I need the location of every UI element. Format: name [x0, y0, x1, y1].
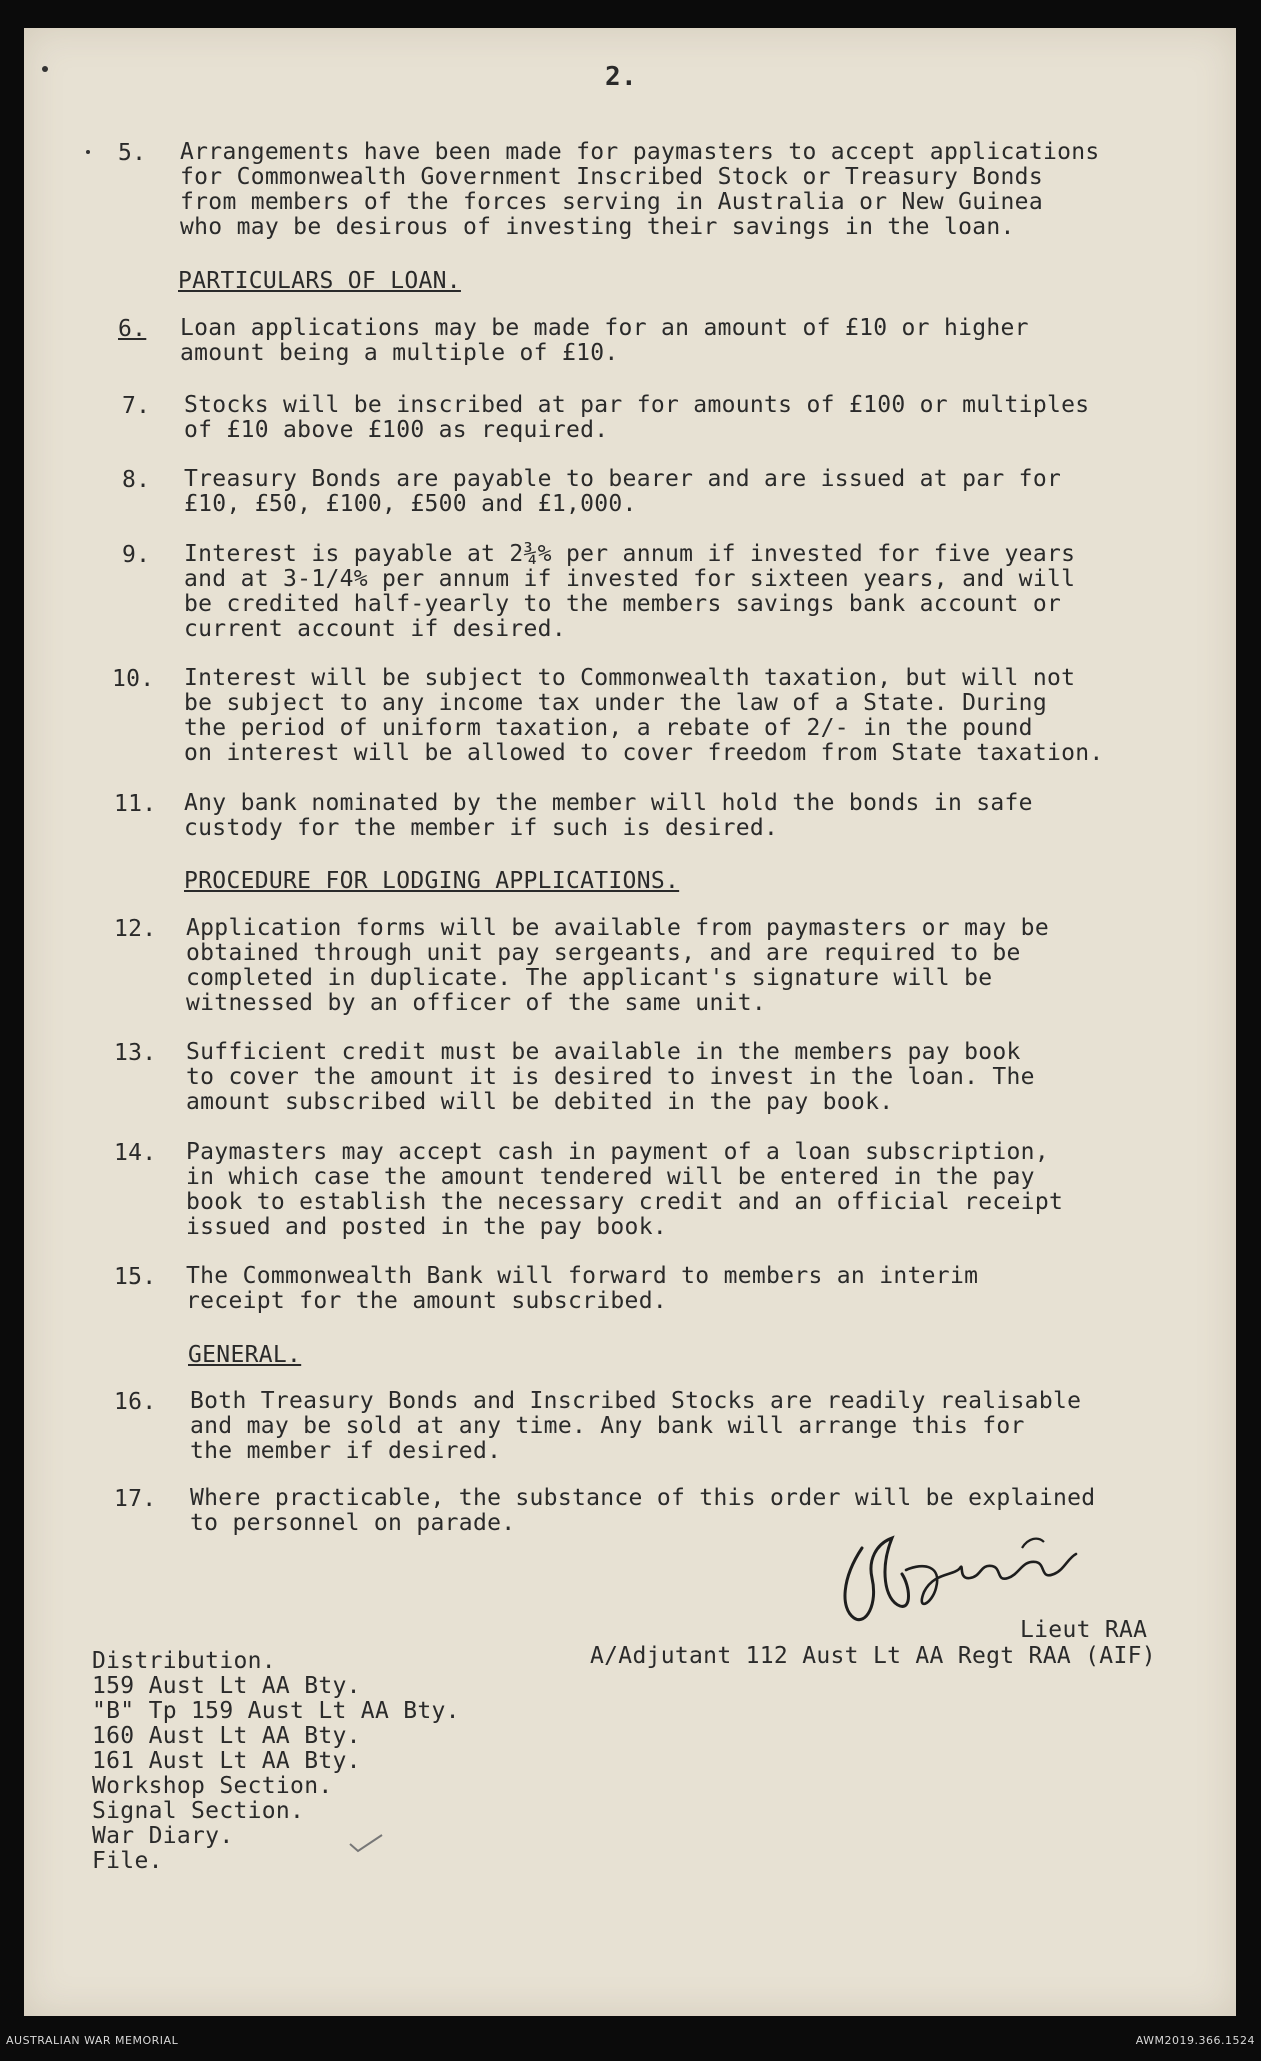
text-line: Interest is payable at 2¾% per annum if invested for five years [184, 541, 1076, 567]
archive-footer-left: AUSTRALIAN WAR MEMORIAL [6, 2034, 179, 2047]
text-line: Any bank nominated by the member will hold the bonds in safe [184, 790, 1033, 816]
list-item: 161 Aust Lt AA Bty. [92, 1748, 361, 1774]
list-item: "B" Tp 159 Aust Lt AA Bty. [92, 1698, 460, 1724]
ink-spot [42, 66, 48, 72]
paragraph-number: 13. [114, 1040, 157, 1066]
distribution-list [92, 1649, 460, 1874]
text-line: Application forms will be available from paymasters or may be [186, 915, 1049, 941]
text-line: be subject to any income tax under the law of a State. During [184, 690, 1047, 716]
text-line: Sufficient credit must be available in the members pay book [186, 1039, 1021, 1065]
paragraph-number: 8. [122, 467, 151, 493]
paragraph-number: 12. [114, 916, 157, 942]
text-line: Paymasters may accept cash in payment of a loan subscription, [186, 1139, 1049, 1165]
text-line: £10, £50, £100, £500 and £1,000. [184, 491, 637, 517]
text-line: who may be desirous of investing their savings in the loan. [180, 214, 1015, 240]
list-item: Workshop Section. [92, 1773, 333, 1799]
text-line: in which case the amount tendered will be entered in the pay [186, 1164, 1035, 1190]
signatory-rank: Lieut RAA [1020, 1617, 1148, 1643]
text-line: and at 3-1/4% per annum if invested for sixteen years, and will [184, 566, 1076, 592]
text-line: and may be sold at any time. Any bank will arrange this for [190, 1413, 1025, 1439]
text-line: Where practicable, the substance of this order will be explained [190, 1485, 1096, 1511]
text-line: amount being a multiple of £10. [180, 340, 619, 366]
text-line: Stocks will be inscribed at par for amounts of £100 or multiples [184, 392, 1090, 418]
list-item: File. [92, 1848, 163, 1874]
paragraph-number: 14. [114, 1140, 157, 1166]
paragraph-number: 17. [114, 1486, 157, 1512]
list-item: 160 Aust Lt AA Bty. [92, 1723, 361, 1749]
text-line: The Commonwealth Bank will forward to members an interim [186, 1263, 979, 1289]
section-heading-loan: PARTICULARS OF LOAN. [178, 268, 461, 294]
check-mark-icon [348, 1832, 384, 1854]
text-line: on interest will be allowed to cover freedom from State taxation. [184, 740, 1104, 766]
list-item: Signal Section. [92, 1798, 305, 1824]
text-line: be credited half-yearly to the members savings bank account or [184, 591, 1062, 617]
ink-spot [86, 150, 90, 154]
signatory-title: A/Adjutant 112 Aust Lt AA Regt RAA (AIF) [590, 1643, 1156, 1669]
text-line: completed in duplicate. The applicant's signature will be [186, 965, 993, 991]
paragraph-number: 10. [112, 666, 155, 692]
paragraph-number: 15. [114, 1264, 157, 1290]
page-number: 2. [605, 62, 637, 92]
text-line: amount subscribed will be debited in the pay book. [186, 1089, 894, 1115]
archive-footer-right: AWM2019.366.1524 [1135, 2034, 1255, 2047]
text-line: book to establish the necessary credit and an official receipt [186, 1189, 1064, 1215]
text-line: custody for the member if such is desired. [184, 815, 779, 841]
list-item: 159 Aust Lt AA Bty. [92, 1673, 361, 1699]
paragraph-number: 7. [122, 393, 151, 419]
text-line: the member if desired. [190, 1438, 502, 1464]
text-line: of £10 above £100 as required. [184, 417, 609, 443]
text-line: issued and posted in the pay book. [186, 1214, 668, 1240]
text-line: receipt for the amount subscribed. [186, 1288, 668, 1314]
text-line: Arrangements have been made for paymasters to accept applications [180, 139, 1100, 165]
text-line: for Commonwealth Government Inscribed Stock or Treasury Bonds [180, 164, 1043, 190]
text-line: Both Treasury Bonds and Inscribed Stocks are readily realisable [190, 1388, 1082, 1414]
text-line: from members of the forces serving in Australia or New Guinea [180, 189, 1043, 215]
section-heading-procedure: PROCEDURE FOR LODGING APPLICATIONS. [184, 868, 680, 894]
text-line: Interest will be subject to Commonwealth taxation, but will not [184, 665, 1076, 691]
text-line: Treasury Bonds are payable to bearer and are issued at par for [184, 466, 1062, 492]
paragraph-number: 11. [114, 791, 157, 817]
text-line: Loan applications may be made for an amount of £10 or higher [180, 315, 1029, 341]
paragraph-number: 16. [114, 1389, 157, 1415]
text-line: current account if desired. [184, 616, 566, 642]
text-line: witnessed by an officer of the same unit. [186, 990, 767, 1016]
paragraph-number: 5. [118, 140, 147, 166]
paragraph-number: 9. [122, 542, 151, 568]
text-line: the period of uniform taxation, a rebate of 2/- in the pound [184, 715, 1033, 741]
list-item: War Diary. [92, 1823, 234, 1849]
text-line: obtained through unit pay sergeants, and are required to be [186, 940, 1021, 966]
distribution-heading: Distribution. [92, 1648, 276, 1674]
section-heading-general: GENERAL. [188, 1342, 302, 1368]
text-line: to personnel on parade. [190, 1510, 516, 1536]
paragraph-number: 6. [118, 316, 147, 342]
text-line: to cover the amount it is desired to invest in the loan. The [186, 1064, 1035, 1090]
